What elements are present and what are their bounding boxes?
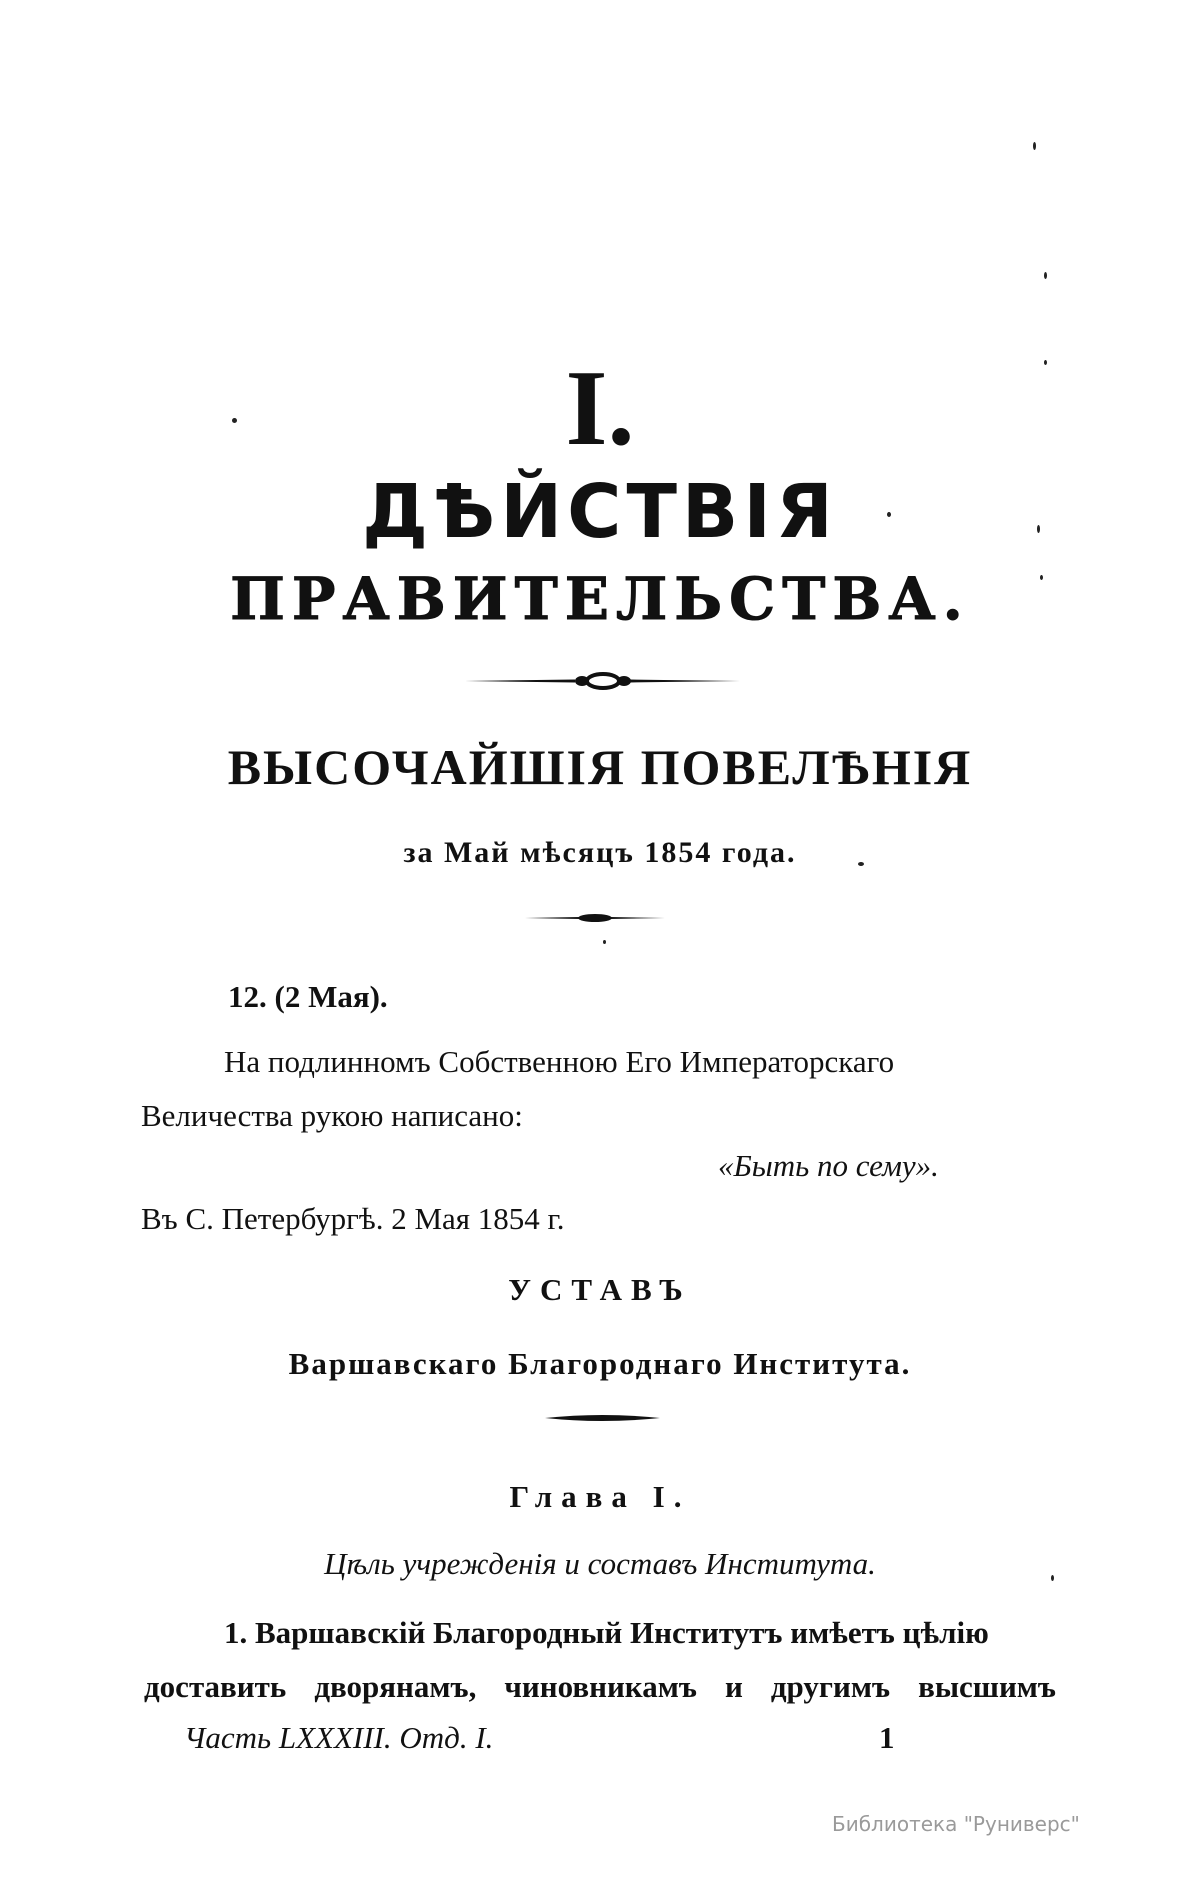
ink-speck	[1037, 525, 1040, 533]
section-numeral: I.	[565, 349, 635, 468]
ink-speck	[232, 418, 237, 423]
statute-subtitle: Варшавскаго Благороднаго Института.	[288, 1346, 912, 1381]
ink-speck	[603, 940, 606, 944]
ink-speck	[1040, 575, 1043, 580]
title-line-2: ПРАВИТЕЛЬСТВА.	[230, 565, 970, 633]
entry-paragraph-line-2: Величества рукою написано:	[141, 1098, 523, 1133]
footer-part-signature: Часть LXXXIII. Отд. I.	[184, 1720, 494, 1755]
article-1-line-2: доставить дворянамъ, чиновникамъ и другимъ высшимъ	[144, 1669, 1056, 1704]
decrees-heading: ВЫСОЧАЙШІЯ ПОВЕЛѢНІЯ	[227, 739, 973, 795]
statute-title: УСТАВЪ	[508, 1272, 692, 1307]
entry-number: 12. (2 Мая).	[228, 979, 388, 1014]
ornament-rule-1	[465, 670, 740, 692]
ink-speck	[1044, 272, 1047, 279]
ink-speck	[1044, 360, 1047, 365]
library-watermark: Библиотека "Руниверс"	[832, 1812, 1080, 1836]
ink-speck	[887, 512, 891, 517]
ink-speck	[858, 862, 864, 866]
footer-sheet-number: 1	[879, 1720, 895, 1755]
ink-speck	[1051, 1575, 1054, 1581]
chapter-title: Глава I.	[509, 1479, 691, 1514]
chapter-subtitle: Цѣль учрежденія и составъ Института.	[324, 1546, 876, 1581]
ink-speck	[1033, 142, 1036, 150]
decrees-date-line: за Май мѣсяцъ 1854 года.	[403, 836, 797, 869]
title-line-1: ДѢЙСТВІЯ	[362, 469, 838, 555]
place-and-date: Въ С. Петербургѣ. 2 Мая 1854 г.	[141, 1201, 565, 1236]
entry-paragraph-line-1: На подлинномъ Собственною Его Императорскаго	[224, 1044, 895, 1079]
ornament-rule-3	[545, 1412, 660, 1424]
ornament-rule-2	[525, 912, 665, 924]
article-1-line-1: 1. Варшавскій Благородный Институтъ имѣетъ цѣлію	[224, 1615, 989, 1650]
imperial-resolution-quote: «Быть по сему».	[718, 1148, 939, 1183]
